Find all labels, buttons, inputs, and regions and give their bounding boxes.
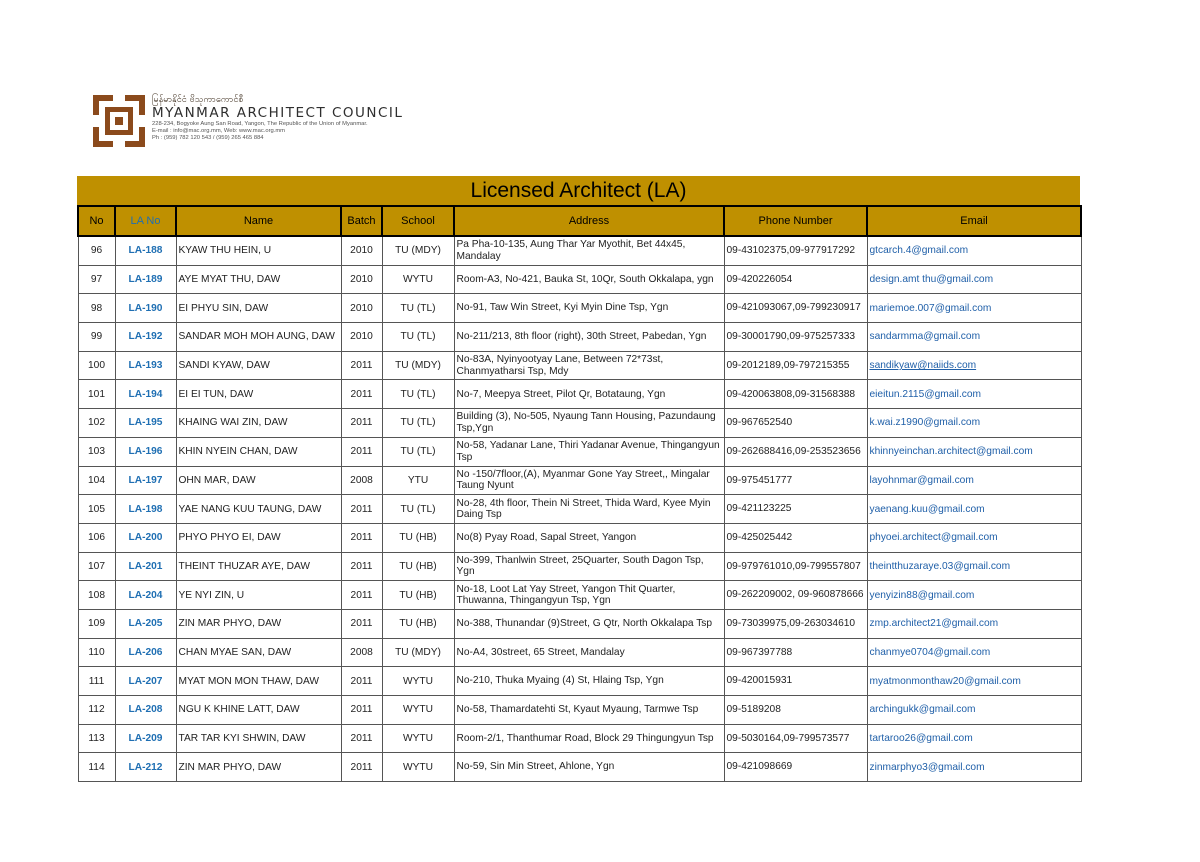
- cell-phone: 09-73039975,09-263034610: [724, 609, 867, 638]
- table-row: [78, 753, 1081, 782]
- cell-la-no: LA-200: [115, 523, 176, 552]
- table-row: [78, 380, 1081, 409]
- cell-batch: 2011: [341, 552, 382, 581]
- cell-la-no: LA-190: [115, 294, 176, 323]
- cell-school: TU (TL): [382, 323, 454, 352]
- table-row: [78, 552, 1081, 581]
- cell-la-no: LA-204: [115, 581, 176, 610]
- col-header-batch: Batch: [341, 206, 382, 236]
- cell-batch: 2011: [341, 380, 382, 409]
- table-row: [78, 495, 1081, 524]
- cell-no: 98: [78, 294, 115, 323]
- cell-phone: 09-43102375,09-977917292: [724, 236, 867, 265]
- cell-phone: 09-5189208: [724, 696, 867, 725]
- cell-address: No-388, Thunandar (9)Street, G Qtr, North Okkalapa Tsp: [454, 609, 724, 638]
- cell-batch: 2010: [341, 236, 382, 265]
- cell-la-no: LA-205: [115, 609, 176, 638]
- cell-name: KYAW THU HEIN, U: [176, 236, 341, 265]
- cell-address: Room-A3, No-421, Bauka St, 10Qr, South Okkalapa, ygn: [454, 265, 724, 294]
- cell-no: 114: [78, 753, 115, 782]
- cell-school: TU (TL): [382, 409, 454, 438]
- cell-email[interactable]: [867, 638, 1081, 667]
- cell-address: No-399, Thanlwin Street, 25Quarter, South Dagon Tsp, Ygn: [454, 552, 724, 581]
- email-link[interactable]: k.wai.z1990@gmail.com: [869, 417, 981, 429]
- cell-address: No-58, Thamardatehti St, Kyaut Myaung, Tarmwe Tsp: [454, 696, 724, 725]
- table-row: [78, 323, 1081, 352]
- cell-name: TAR TAR KYI SHWIN, DAW: [176, 724, 341, 753]
- cell-no: 112: [78, 696, 115, 725]
- table-row: [78, 667, 1081, 696]
- cell-la-no: LA-198: [115, 495, 176, 524]
- cell-school: TU (HB): [382, 581, 454, 610]
- cell-phone: 09-967652540: [724, 409, 867, 438]
- table-row: [78, 466, 1081, 495]
- cell-batch: 2010: [341, 323, 382, 352]
- cell-no: 113: [78, 724, 115, 753]
- cell-la-no: LA-212: [115, 753, 176, 782]
- cell-batch: 2011: [341, 609, 382, 638]
- cell-email[interactable]: [867, 265, 1081, 294]
- cell-school: YTU: [382, 466, 454, 495]
- cell-phone: 09-262688416,09-253523656: [724, 437, 867, 466]
- cell-email[interactable]: [867, 466, 1081, 495]
- cell-school: WYTU: [382, 724, 454, 753]
- cell-no: 106: [78, 523, 115, 552]
- cell-name: EI EI TUN, DAW: [176, 380, 341, 409]
- table-row: [78, 609, 1081, 638]
- cell-address: No-58, Yadanar Lane, Thiri Yadanar Avenue, Thingangyun Tsp: [454, 437, 724, 466]
- email-link[interactable]: mariemoe.007@gmail.com: [869, 302, 992, 314]
- cell-email[interactable]: [867, 667, 1081, 696]
- cell-la-no: LA-207: [115, 667, 176, 696]
- cell-phone: 09-975451777: [724, 466, 867, 495]
- col-header-address: Address: [454, 206, 724, 236]
- email-link[interactable]: eieitun.2115@gmail.com: [869, 388, 982, 400]
- cell-batch: 2011: [341, 495, 382, 524]
- cell-no: 97: [78, 265, 115, 294]
- table-row: [78, 437, 1081, 466]
- col-header-no: No: [78, 206, 115, 236]
- cell-address: No-18, Loot Lat Yay Street, Yangon Thit Quarter, Thuwanna, Thingangyun Tsp, Ygn: [454, 581, 724, 610]
- cell-batch: 2011: [341, 351, 382, 380]
- table-row: [78, 724, 1081, 753]
- cell-email[interactable]: [867, 495, 1081, 524]
- cell-no: 101: [78, 380, 115, 409]
- cell-school: TU (TL): [382, 495, 454, 524]
- table-row: [78, 638, 1081, 667]
- cell-email[interactable]: [867, 609, 1081, 638]
- cell-school: TU (HB): [382, 523, 454, 552]
- cell-phone: 09-421093067,09-799230917: [724, 294, 867, 323]
- cell-email[interactable]: [867, 380, 1081, 409]
- cell-name: SANDAR MOH MOH AUNG, DAW: [176, 323, 341, 352]
- email-link[interactable]: gtcarch.4@gmail.com: [869, 245, 969, 257]
- cell-email[interactable]: [867, 753, 1081, 782]
- cell-batch: 2011: [341, 437, 382, 466]
- cell-email[interactable]: [867, 236, 1081, 265]
- cell-no: 100: [78, 351, 115, 380]
- cell-no: 111: [78, 667, 115, 696]
- cell-phone: 09-420226054: [724, 265, 867, 294]
- cell-batch: 2011: [341, 409, 382, 438]
- cell-phone: 09-420063808,09-31568388: [724, 380, 867, 409]
- col-header-name: Name: [176, 206, 341, 236]
- cell-email[interactable]: [867, 523, 1081, 552]
- cell-no: 108: [78, 581, 115, 610]
- email-link[interactable]: yenyizin88@gmail.com: [869, 589, 975, 601]
- cell-batch: 2008: [341, 638, 382, 667]
- table-row: [78, 581, 1081, 610]
- table-row: [78, 265, 1081, 294]
- table-row: [78, 294, 1081, 323]
- org-contact: E-mail : info@mac.org.mm, Web: www.mac.org.mm: [152, 128, 286, 135]
- cell-email[interactable]: [867, 437, 1081, 466]
- cell-la-no: LA-194: [115, 380, 176, 409]
- cell-school: WYTU: [382, 265, 454, 294]
- cell-address: No -150/7floor,(A), Myanmar Gone Yay Street,, Mingalar Taung Nyunt: [454, 466, 724, 495]
- cell-school: TU (MDY): [382, 236, 454, 265]
- cell-email[interactable]: [867, 552, 1081, 581]
- cell-name: THEINT THUZAR AYE, DAW: [176, 552, 341, 581]
- email-link[interactable]: zmp.architect21@gmail.com: [869, 618, 999, 630]
- cell-school: WYTU: [382, 753, 454, 782]
- table-row: [78, 409, 1081, 438]
- col-header-school: School: [382, 206, 454, 236]
- cell-name: NGU K KHINE LATT, DAW: [176, 696, 341, 725]
- cell-la-no: LA-197: [115, 466, 176, 495]
- cell-name: OHN MAR, DAW: [176, 466, 341, 495]
- email-link[interactable]: sandikyaw@naiids.com: [869, 360, 977, 372]
- cell-address: No-83A, Nyinyootyay Lane, Between 72*73st, Chanmyatharsi Tsp, Mdy: [454, 351, 724, 380]
- cell-name: PHYO PHYO EI, DAW: [176, 523, 341, 552]
- cell-name: ZIN MAR PHYO, DAW: [176, 753, 341, 782]
- cell-name: SANDI KYAW, DAW: [176, 351, 341, 380]
- cell-la-no: LA-206: [115, 638, 176, 667]
- cell-batch: 2011: [341, 667, 382, 696]
- cell-no: 102: [78, 409, 115, 438]
- cell-phone: 09-421098669: [724, 753, 867, 782]
- cell-phone: 09-421123225: [724, 495, 867, 524]
- cell-address: No-59, Sin Min Street, Ahlone, Ygn: [454, 753, 724, 782]
- table-row: [78, 236, 1081, 265]
- email-link[interactable]: yaenang.kuu@gmail.com: [869, 503, 985, 515]
- cell-address: No-A4, 30street, 65 Street, Mandalay: [454, 638, 724, 667]
- cell-batch: 2011: [341, 724, 382, 753]
- cell-la-no: LA-209: [115, 724, 176, 753]
- cell-no: 109: [78, 609, 115, 638]
- cell-name: YE NYI ZIN, U: [176, 581, 341, 610]
- cell-la-no: LA-192: [115, 323, 176, 352]
- cell-name: YAE NANG KUU TAUNG, DAW: [176, 495, 341, 524]
- email-link[interactable]: chanmye0704@gmail.com: [869, 646, 991, 658]
- cell-school: TU (HB): [382, 552, 454, 581]
- cell-la-no: LA-188: [115, 236, 176, 265]
- cell-batch: 2011: [341, 696, 382, 725]
- cell-address: Pa Pha-10-135, Aung Thar Yar Myothit, Bet 44x45, Mandalay: [454, 236, 724, 265]
- cell-name: MYAT MON MON THAW, DAW: [176, 667, 341, 696]
- cell-email[interactable]: [867, 294, 1081, 323]
- cell-address: No-28, 4th floor, Thein Ni Street, Thida Ward, Kyee Myin Daing Tsp: [454, 495, 724, 524]
- cell-name: CHAN MYAE SAN, DAW: [176, 638, 341, 667]
- cell-email[interactable]: [867, 724, 1081, 753]
- cell-no: 104: [78, 466, 115, 495]
- title-band: [77, 176, 1080, 205]
- cell-school: TU (MDY): [382, 351, 454, 380]
- cell-la-no: LA-208: [115, 696, 176, 725]
- email-link[interactable]: theintthuzaraye.03@gmail.com: [869, 560, 1011, 572]
- cell-la-no: LA-193: [115, 351, 176, 380]
- cell-email[interactable]: [867, 696, 1081, 725]
- cell-school: TU (TL): [382, 437, 454, 466]
- cell-email[interactable]: [867, 351, 1081, 380]
- email-link[interactable]: sandarmma@gmail.com: [869, 331, 981, 343]
- cell-email[interactable]: [867, 581, 1081, 610]
- email-link[interactable]: zinmarphyo3@gmail.com: [869, 761, 985, 773]
- email-link[interactable]: design.amt thu@gmail.com: [869, 274, 994, 286]
- email-link[interactable]: khinnyeinchan.architect@gmail.com: [869, 446, 1033, 458]
- org-name: MYANMAR ARCHITECT COUNCIL: [152, 105, 404, 121]
- cell-address: Building (3), No-505, Nyaung Tann Housing, Pazundaung Tsp,Ygn: [454, 409, 724, 438]
- cell-phone: 09-425025442: [724, 523, 867, 552]
- council-logo: [93, 95, 145, 147]
- table-row: [78, 351, 1081, 380]
- col-header-email: Email: [867, 206, 1081, 236]
- org-phone: Ph : (959) 782 120 543 / (959) 265 465 884: [152, 135, 264, 142]
- table-row: [78, 696, 1081, 725]
- cell-batch: 2008: [341, 466, 382, 495]
- cell-name: ZIN MAR PHYO, DAW: [176, 609, 341, 638]
- cell-la-no: LA-189: [115, 265, 176, 294]
- email-link[interactable]: layohnmar@gmail.com: [869, 474, 974, 486]
- cell-batch: 2011: [341, 523, 382, 552]
- cell-school: TU (TL): [382, 294, 454, 323]
- cell-phone: 09-30001790,09-975257333: [724, 323, 867, 352]
- col-header-la-no: LA No: [115, 206, 176, 236]
- cell-school: TU (MDY): [382, 638, 454, 667]
- page-title: Licensed Architect (LA): [470, 178, 687, 202]
- cell-name: KHIN NYEIN CHAN, DAW: [176, 437, 341, 466]
- cell-school: TU (HB): [382, 609, 454, 638]
- email-link[interactable]: myatmonmonthaw20@gmail.com: [869, 675, 1021, 687]
- header-row: [78, 206, 1081, 236]
- cell-batch: 2010: [341, 265, 382, 294]
- cell-phone: 09-262209002, 09-960878666: [724, 581, 867, 610]
- cell-no: 107: [78, 552, 115, 581]
- cell-la-no: LA-196: [115, 437, 176, 466]
- cell-school: WYTU: [382, 667, 454, 696]
- org-address: 228-234, Bogyoke Aung San Road, Yangon, The Republic of the Union of Myanmar.: [152, 121, 368, 127]
- cell-school: WYTU: [382, 696, 454, 725]
- email-link[interactable]: archingukk@gmail.com: [869, 704, 976, 716]
- cell-no: 105: [78, 495, 115, 524]
- cell-address: No-7, Meepya Street, Pilot Qr, Botataung, Ygn: [454, 380, 724, 409]
- cell-email[interactable]: [867, 323, 1081, 352]
- cell-la-no: LA-201: [115, 552, 176, 581]
- cell-no: 103: [78, 437, 115, 466]
- cell-address: No-211/213, 8th floor (right), 30th Street, Pabedan, Ygn: [454, 323, 724, 352]
- cell-la-no: LA-195: [115, 409, 176, 438]
- cell-name: EI PHYU SIN, DAW: [176, 294, 341, 323]
- cell-phone: 09-2012189,09-797215355: [724, 351, 867, 380]
- cell-phone: 09-979761010,09-799557807: [724, 552, 867, 581]
- cell-phone: 09-5030164,09-799573577: [724, 724, 867, 753]
- cell-email[interactable]: [867, 409, 1081, 438]
- cell-phone: 09-967397788: [724, 638, 867, 667]
- email-link[interactable]: tartaroo26@gmail.com: [869, 733, 973, 745]
- col-header-phone: Phone Number: [724, 206, 867, 236]
- cell-name: AYE MYAT THU, DAW: [176, 265, 341, 294]
- architect-table: [77, 205, 1082, 782]
- table-row: [78, 523, 1081, 552]
- cell-name: KHAING WAI ZIN, DAW: [176, 409, 341, 438]
- cell-no: 96: [78, 236, 115, 265]
- cell-address: Room-2/1, Thanthumar Road, Block 29 Thingungyun Tsp: [454, 724, 724, 753]
- cell-no: 99: [78, 323, 115, 352]
- cell-address: No-210, Thuka Myaing (4) St, Hlaing Tsp, Ygn: [454, 667, 724, 696]
- email-link[interactable]: phyoei.architect@gmail.com: [869, 532, 998, 544]
- cell-no: 110: [78, 638, 115, 667]
- cell-address: No(8) Pyay Road, Sapal Street, Yangon: [454, 523, 724, 552]
- cell-batch: 2011: [341, 753, 382, 782]
- cell-school: TU (TL): [382, 380, 454, 409]
- cell-address: No-91, Taw Win Street, Kyi Myin Dine Tsp, Ygn: [454, 294, 724, 323]
- cell-batch: 2011: [341, 581, 382, 610]
- org-name-myanmar: မြန်မာနိုင်ငံ ဗိသုကာကောင်စီ: [152, 95, 244, 105]
- cell-phone: 09-420015931: [724, 667, 867, 696]
- cell-batch: 2010: [341, 294, 382, 323]
